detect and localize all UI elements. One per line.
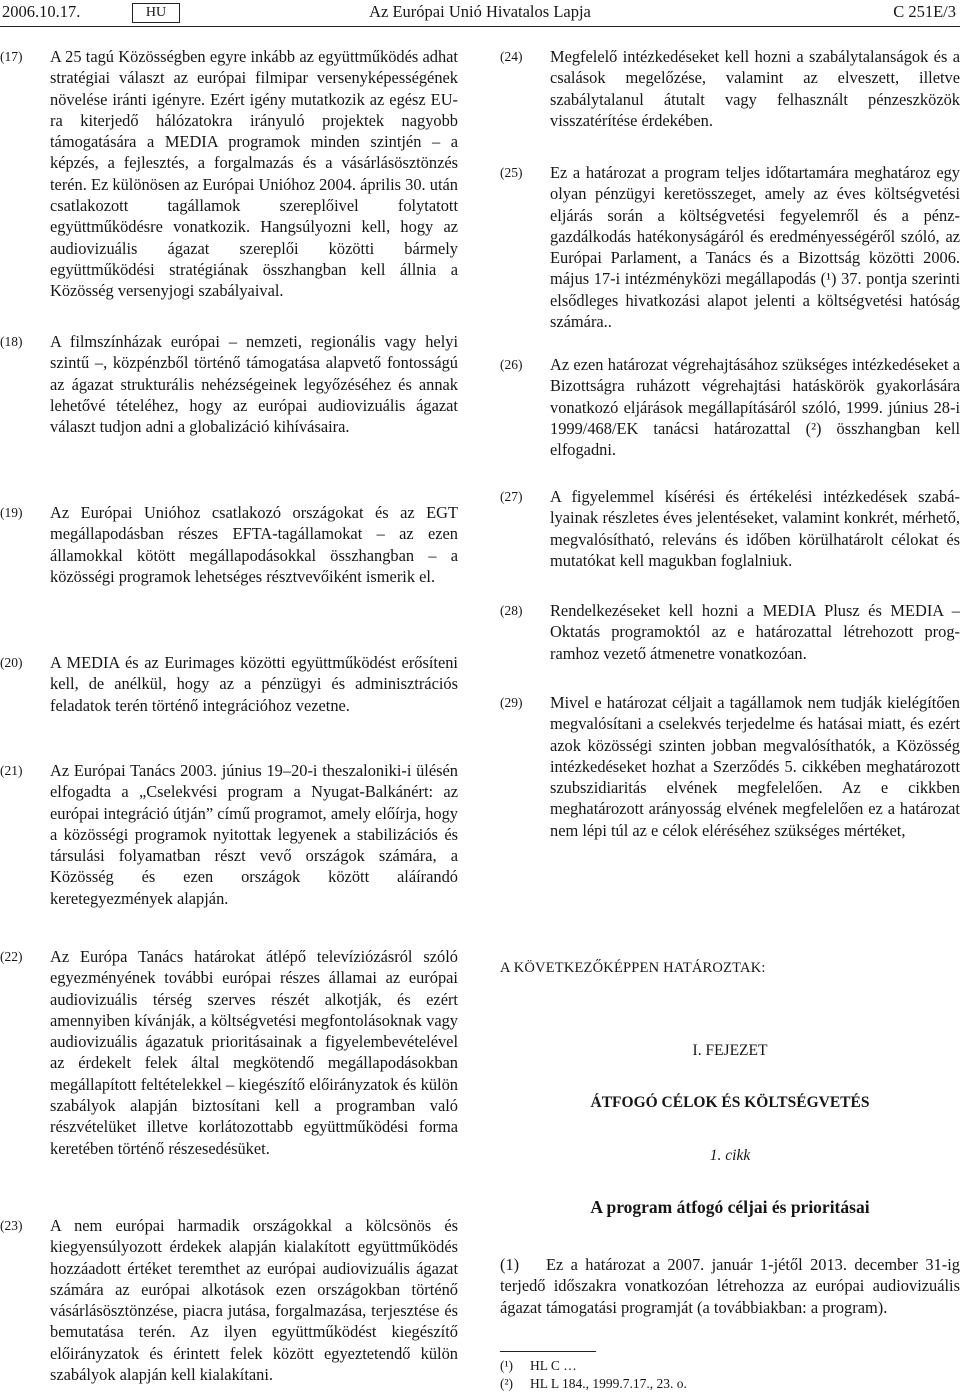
footnote-number: (¹) (500, 1358, 514, 1373)
recital-27 (500, 486, 960, 571)
recital-text: A MEDIA és az Eurimages közötti együttműködést erősíteni kell, de anélkül, hogy az a pénzügyi és adminisztrációs feladatok terén történő integrációhoz vezetne. (50, 653, 458, 715)
recital-number: (21) (0, 763, 23, 778)
chapter-title: ÁTFOGÓ CÉLOK ÉS KÖLTSÉGVETÉS (590, 1094, 870, 1111)
recital-text: Az Európai Tanács 2003. június 19–20-i theszaloniki-i ülésén elfogadta a „Cselekvési program a Nyugat-Balkánért: az európai integráció útján” című programot, amely előírja, hogy a közösségi programok nyitottak legyenek a stabilizációs és társulási folyamatban részt vevő országok számára, a Közösség és ezen országok között aláírandó keretegyezmények alapján. (50, 761, 458, 908)
recital-22 (0, 946, 458, 1159)
recital-number: (27) (500, 489, 523, 504)
article-number: 1. cikk (709, 1147, 751, 1164)
recital-text: Megfelelő intézkedéseket kell hozni a szabálytalanságok és a csalások megelőzése, valamint az elveszett, illetve szabálytalanul átutalt vagy felhasznált pénzeszközök visszatérítése érdekében. (550, 47, 960, 130)
header-rule (0, 26, 960, 27)
recital-text: A 25 tagú Közösségben egyre inkább az együttműködés adhat stratégiai választ az európai filmipar versenyképességének növelése iránti igényre. Ezért igény mutatkozik az egész EU-ra kiterjedő hálózatokra irányuló projektek nagyobb támogatására a MEDIA programok minden szintjén – a képzés, a fejlesztés, a forgalmazás és a vásárlásösztönzés terén. Ez különösen az Európai Unióhoz 2004. április 30. után csatlakozott tagállamok szereplőivel folytatott együttműködésre vonatkozik. Hangsúlyozni kell, hogy az audiovizuális ágazat szereplői közötti bármely együttműködési stratégiának összhangban kell állnia a Közösség versenyjogi szabályaival. (50, 47, 458, 301)
recital-24 (500, 46, 960, 131)
recital-number: (25) (500, 165, 523, 180)
recital-17 (0, 46, 458, 302)
article-title: A program átfogó céljai és prioritásai (590, 1197, 870, 1217)
recital-text: Rendelkezéseket kell hozni a MEDIA Plusz és MEDIA – Oktatás programoktól az e határozattal létrehozott programhoz vezető átmenetre vonatkozóan. (550, 601, 960, 663)
enacting-formula: A KÖVETKEZŐKÉPPEN HATÁROZTAK: (500, 960, 766, 976)
footnote-number: (²) (500, 1376, 514, 1391)
recital-text: Az Európai Unióhoz csatlakozó országokat és az EGT megállapodásban részes EFTA-tagállamokat – az ezen államokkal kötött megállapodásokkal összhangban – a közösségi programok lehetséges résztvevőiként ismerik el. (50, 503, 458, 586)
chapter-number: I. FEJEZET (692, 1042, 768, 1059)
recital-number: (20) (0, 655, 23, 670)
publication-date: 2006.10.17. (2, 2, 81, 21)
recital-text: Az Európa Tanács határokat átlépő televíziózásról szóló egyezményének további európai részes államai az európai audiovizuális térség szerves részét alkotják, és ezért amennyiben kívánják, a költségvetési megfontolásoknak vagy audiovizuális ágazatuk prioritásainak a figyelembevételével az érdekelt felek által megkötendő megállapodásokban megállapított feltételekkel – kiegészítő előirányzatok és külön szabályok alapján biztosítani kell a programban való részvételüket illetve korlátozottabb együttműködési forma keretében történő részesedésüket. (50, 947, 458, 1158)
recital-23 (0, 1215, 458, 1385)
recital-text: Mivel e határozat céljait a tagállamok nem tudják kielégítően megvalósítani a cselekvés terjedelme és hatásai miatt, és ezért azok közösségi szinten jobban megvalósíthatók, a Közösség intézkedéseket hozhat a Szerződés 5. cikkében meghatározott szubszidiaritás elvének megfelelően. Az e cikkben meghatározott arányosság elvének megfelelően ez a határozat nem lépi túl az e célok eléréséhez szükséges mértéket, (550, 693, 960, 840)
page-header (0, 0, 960, 26)
footnote-rule (500, 1351, 596, 1352)
footnote-text: HL C … (530, 1358, 577, 1373)
article-paragraph-1 (500, 1254, 960, 1318)
paragraph-text: Ez a határozat a 2007. január 1-jétől 2013. december 31-ig terjedő időszakra vonatkozóan létrehozza az európai audiovizuális ágazat támogatási programját (a továbbiakban: a program). (500, 1255, 960, 1317)
recital-number: (17) (0, 49, 23, 64)
recital-20 (0, 652, 458, 716)
footnote-1 (500, 1357, 960, 1375)
recital-number: (18) (0, 334, 23, 349)
recital-18 (0, 331, 458, 437)
recital-number: (29) (500, 695, 523, 710)
recital-text: A filmszínházak európai – nemzeti, regionális vagy helyi szintű –, közpénzből történő támogatása alapvető fontosságú az ágazat strukturális nehézségeinek legyőzéséhez és annak lehetővé tételéhez, hogy az európai audiovizuális ágazat választ tudjon adni a globalizáció kihívásaira. (50, 332, 458, 437)
recital-number: (28) (500, 603, 523, 618)
recital-number: (22) (0, 949, 23, 964)
recital-26 (500, 354, 960, 460)
footnote-text: HL L 184., 1999.7.17., 23. o. (530, 1376, 687, 1391)
recital-number: (23) (0, 1218, 23, 1233)
recital-text: A nem európai harmadik országokkal a kölcsönös és kiegyensúlyozott érdekek alapján kialakított együttműködés hozzáadott értéket teremthet az európai audiovizuális ágazat számára az európai alkotások ezen országokban történő vásárlásösztönzése, piacra jutása, forgalmazása, terjesztése és bemutatása terén. Az ilyen együttműködést kiegészítő előirányzatok és érintett felek között egyeztetendő külön szabályok alapján kell kialakítani. (50, 1216, 458, 1385)
footnote-2 (500, 1375, 960, 1393)
journal-title: Az Európai Unió Hivatalos Lapja (369, 2, 591, 21)
recital-25 (500, 162, 960, 332)
recital-28 (500, 600, 960, 664)
recital-19 (0, 502, 458, 587)
recital-number: (24) (500, 49, 523, 64)
recital-number: (26) (500, 357, 523, 372)
language-code-box: HU (132, 3, 180, 23)
recital-text: A figyelemmel kísérési és értékelési intézkedések szabályainak részletes éves jelentéseket, valamint konkrét, mérhető, megvalósítható, releváns és időben körülhatárolt célokat és mutatókat kell magukban foglalniuk. (550, 487, 960, 570)
recital-text: Ez a határozat a program teljes időtartamára meghatároz egy olyan pénzügyi keretösszeget, amely az éves költségvetési eljárás során a költségvetési fegyelemről és a pénzgazdálkodás hatékonyságáról és eredményességéről szóló, az Európai Parlament, a Tanács és a Bizottság közötti 2006. május 17-i intézményközi megállapodás (¹) 37. pontja szerinti elsődleges hivatkozási alapot jelenti a költségvetési hatóság számára.. (550, 163, 960, 332)
recital-21 (0, 760, 458, 909)
page-reference: C 251E/3 (893, 2, 956, 21)
recital-text: Az ezen határozat végrehajtásához szükséges intézkedéseket a Bizottságra ruházott végrehajtási hatáskörök gyakorlására vonatkozó eljárások megállapításáról szóló, 1999. június 28-i 1999/468/EK tanácsi határozattal (²) összhangban kell elfogadni. (550, 355, 960, 460)
recital-29 (500, 692, 960, 841)
paragraph-number: (1) (500, 1255, 520, 1274)
recital-number: (19) (0, 505, 23, 520)
